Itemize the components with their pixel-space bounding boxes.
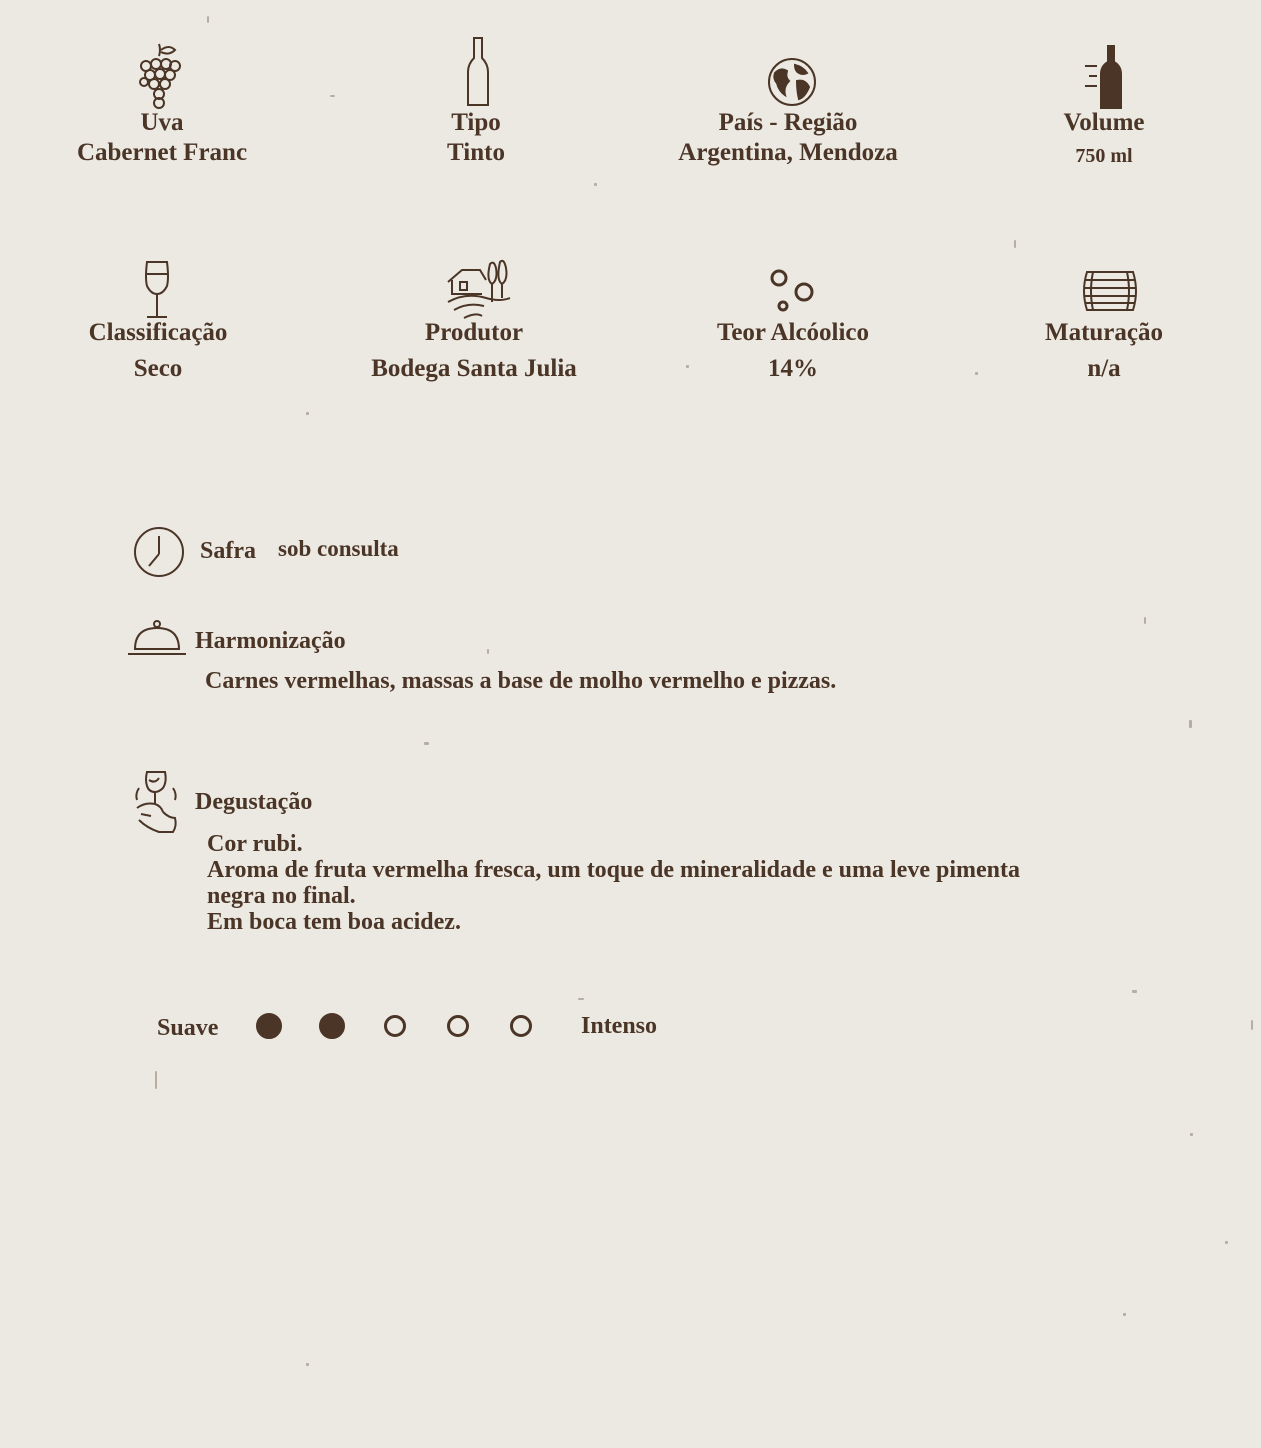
attr-value: 14% — [768, 355, 818, 382]
attr-teor-alcoolico — [692, 318, 894, 384]
bottle-icon — [466, 36, 490, 108]
attr-volume — [1004, 108, 1204, 168]
volume-bottle-icon — [1083, 44, 1125, 110]
degustacao-line: Aroma de fruta vermelha fresca, um toque de mineralidade e uma leve pimenta — [207, 857, 1020, 883]
intensity-dot — [256, 1013, 282, 1039]
attr-classificacao — [58, 318, 258, 384]
attr-label: Teor Alcóolico — [716, 319, 870, 346]
attr-value: Bodega Santa Julia — [371, 355, 577, 382]
harmonizacao-text: Carnes vermelhas, massas a base de molho vermelho e pizzas. — [205, 668, 837, 694]
attr-label: Volume — [1063, 109, 1145, 136]
intensity-dot — [510, 1015, 532, 1037]
bubbles-icon — [768, 268, 816, 314]
attr-label: Uva — [140, 109, 184, 136]
harmonizacao-title: Harmonização — [195, 628, 346, 654]
safra-value: sob consulta — [278, 536, 399, 561]
wine-glass-icon — [143, 260, 171, 320]
degustacao-line: Cor rubi. — [207, 831, 303, 857]
attr-label: Produtor — [424, 319, 524, 346]
grape-icon — [137, 42, 183, 110]
attr-label: Maturação — [1044, 319, 1164, 346]
attr-label: Classificação — [88, 319, 228, 346]
attr-value: Tinto — [447, 139, 505, 166]
degustacao-line: negra no final. — [207, 883, 356, 909]
safra-label: Safra — [200, 538, 256, 564]
attr-uva — [56, 108, 268, 168]
attr-value: 750 ml — [1075, 145, 1133, 167]
degustacao-line: Em boca tem boa acidez. — [207, 909, 461, 935]
winery-icon — [446, 258, 512, 322]
degustacao-title: Degustação — [195, 789, 313, 815]
attr-label: Tipo — [451, 109, 501, 136]
globe-icon — [767, 57, 817, 107]
attr-value: n/a — [1087, 355, 1121, 382]
attr-tipo — [376, 108, 576, 168]
clock-icon — [133, 526, 185, 578]
attr-produtor — [344, 318, 604, 384]
attr-value: Cabernet Franc — [76, 139, 248, 166]
cloche-icon — [127, 618, 187, 656]
intensity-max-label: Intenso — [581, 1013, 658, 1039]
attr-maturacao — [1004, 318, 1204, 384]
attr-pais-regiao — [650, 108, 926, 168]
tasting-glass-icon — [133, 768, 183, 836]
attr-value: Argentina, Mendoza — [678, 139, 898, 166]
intensity-min-label: Suave — [157, 1015, 219, 1041]
intensity-dot — [384, 1015, 406, 1037]
degustacao-text — [207, 831, 1020, 935]
intensity-dot — [447, 1015, 469, 1037]
attr-value: Seco — [133, 355, 183, 382]
intensity-dot — [319, 1013, 345, 1039]
barrel-icon — [1081, 270, 1139, 312]
attr-label: País - Região — [718, 109, 858, 136]
